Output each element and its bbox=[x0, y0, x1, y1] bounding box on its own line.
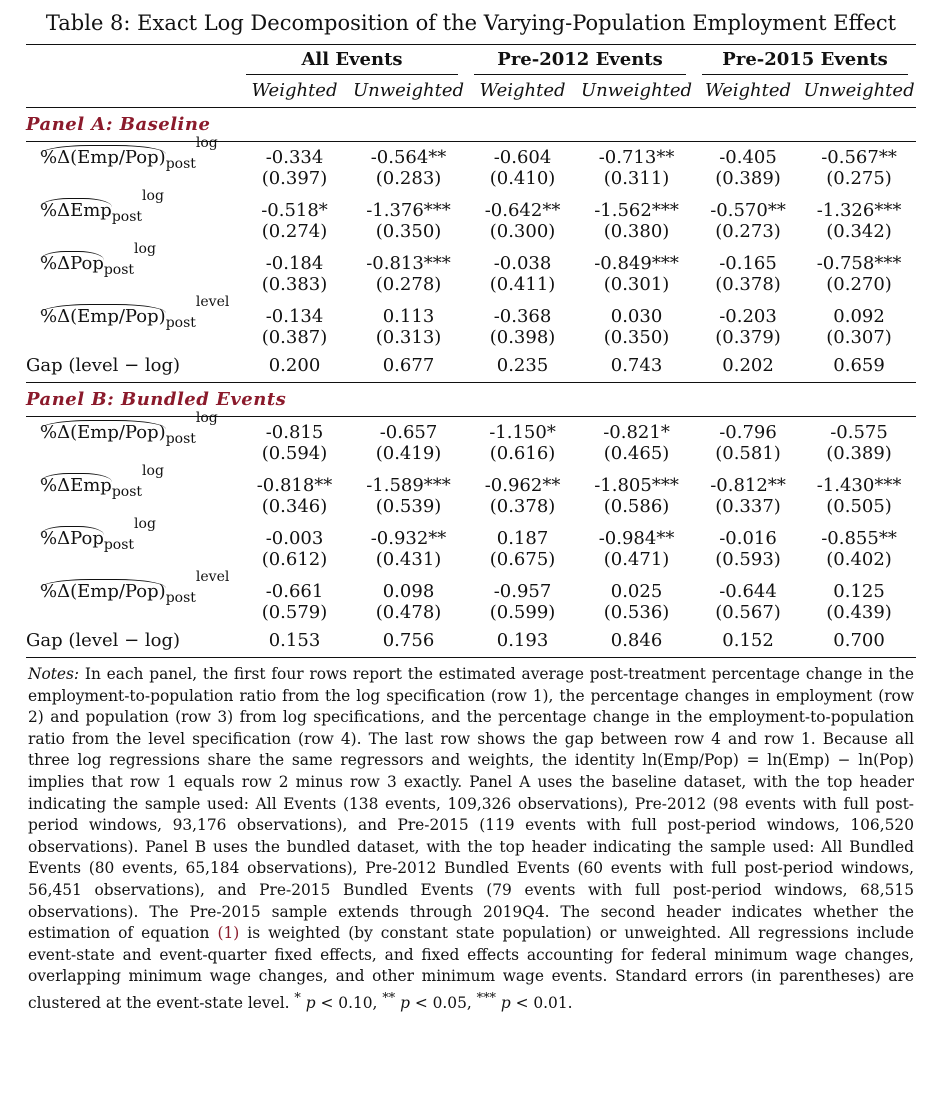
coef-cell: -0.855** bbox=[821, 528, 897, 549]
coef-cell: -0.368 bbox=[493, 306, 552, 327]
coef-row bbox=[26, 522, 916, 549]
row-label: $\%\Delta(Emp/Pop)_{post}$ level bbox=[40, 294, 230, 331]
gap-cell: 0.846 bbox=[610, 629, 663, 651]
gap-cell: 0.202 bbox=[722, 354, 774, 376]
se-cell: (0.278) bbox=[375, 274, 442, 295]
equation-reference[interactable]: (1) bbox=[217, 924, 240, 943]
se-cell: (0.675) bbox=[489, 549, 556, 570]
se-cell: (0.300) bbox=[489, 221, 556, 242]
se-cell: (0.478) bbox=[375, 602, 442, 623]
coef-row bbox=[26, 247, 916, 274]
se-cell: (0.342) bbox=[826, 221, 892, 242]
coef-cell: 0.025 bbox=[610, 581, 663, 602]
se-cell: (0.275) bbox=[826, 168, 892, 189]
coef-cell: -0.016 bbox=[719, 528, 777, 549]
se-cell: (0.273) bbox=[715, 221, 781, 242]
subheader: Weighted bbox=[705, 80, 792, 102]
coef-cell: -0.567** bbox=[821, 147, 897, 168]
se-cell: (0.313) bbox=[375, 327, 442, 348]
se-cell: (0.337) bbox=[715, 496, 781, 517]
coef-cell: -0.815 bbox=[265, 422, 324, 443]
se-cell: (0.419) bbox=[375, 443, 442, 464]
table-notes bbox=[26, 658, 916, 1015]
panel-title-row bbox=[26, 382, 916, 416]
se-cell: (0.431) bbox=[375, 549, 442, 570]
gap-cell: 0.677 bbox=[382, 354, 435, 376]
se-cell: (0.471) bbox=[603, 549, 670, 570]
coef-cell: -1.805*** bbox=[594, 475, 679, 496]
coef-cell: -0.038 bbox=[493, 253, 552, 274]
coef-cell: -1.562*** bbox=[594, 200, 679, 221]
se-cell: (0.350) bbox=[603, 327, 670, 348]
coef-cell: -0.957 bbox=[493, 581, 552, 602]
se-row bbox=[26, 221, 916, 247]
coef-cell: -0.575 bbox=[830, 422, 888, 443]
se-cell: (0.379) bbox=[715, 327, 781, 348]
coef-cell: -0.796 bbox=[719, 422, 777, 443]
coef-row bbox=[26, 300, 916, 327]
gap-cell: 0.743 bbox=[610, 354, 663, 376]
group-header: Pre-2012 Events bbox=[474, 49, 686, 75]
se-cell: (0.594) bbox=[261, 443, 328, 464]
panel-title: Panel A: Baseline bbox=[26, 107, 916, 141]
coef-cell: -1.326*** bbox=[816, 200, 902, 221]
coef-cell: -0.758*** bbox=[816, 253, 902, 274]
coef-cell: -1.589*** bbox=[366, 475, 451, 496]
gap-row bbox=[26, 353, 916, 377]
coef-cell: -0.564** bbox=[370, 147, 447, 168]
se-cell: (0.389) bbox=[715, 168, 781, 189]
coef-cell: -0.962** bbox=[484, 475, 561, 496]
coef-cell: 0.030 bbox=[610, 306, 663, 327]
subheader: Unweighted bbox=[352, 80, 465, 102]
coef-cell: -0.642** bbox=[484, 200, 561, 221]
gap-cell: 0.235 bbox=[496, 354, 549, 376]
row-label: $\%\Delta(Emp/Pop)_{post}$ log bbox=[40, 410, 218, 447]
se-cell: (0.389) bbox=[826, 443, 892, 464]
se-cell: (0.465) bbox=[603, 443, 670, 464]
gap-cell: 0.756 bbox=[382, 629, 435, 651]
coef-cell: -0.165 bbox=[719, 253, 777, 274]
coef-cell: -0.657 bbox=[379, 422, 438, 443]
se-cell: (0.593) bbox=[715, 549, 781, 570]
coef-cell: -0.713** bbox=[598, 147, 675, 168]
se-cell: (0.581) bbox=[715, 443, 781, 464]
group-header: Pre-2015 Events bbox=[702, 49, 908, 75]
se-cell: (0.307) bbox=[826, 327, 892, 348]
notes-text: In each panel, the first four rows report the estimated average post-treatment percentage change in the employment-to-population ratio from the log specification (row 1), the percentage changes in employment (row 2) and population (row 3) from log specifications, and the percentage change in the employment-to-population ratio from the level specification (row 4). The last row shows the gap between row 4 and row 1. Because all three log regressions share the same regressors and weights, the identity ln(Emp/Pop) = ln(Emp) − ln(Pop) implies that row 1 equals row 2 minus row 3 exactly. Panel A uses the baseline dataset, with the top header indicating the sample used: All Events (138 events, 109,326 observations), Pre-2012 (98 events with full post-period windows, 93,176 observations), and Pre-2015 (119 events with full post-period windows, 106,520 observations). Panel B uses the bundled dataset, with the top header indicating the sample used: All Bundled Events (80 events, 65,184 observations), Pre-2012 Bundled Events (60 events with full post-period windows, 56,451 observations), and Pre-2015 Bundled Events (79 events with full post-period windows, 68,515 observations). The Pre-2015 sample extends through 2019Q4. The second header indicates whether the estimation of equation bbox=[28, 665, 914, 943]
coef-cell: -0.570** bbox=[710, 200, 786, 221]
panel-title-row bbox=[26, 107, 916, 141]
se-cell: (0.439) bbox=[826, 602, 892, 623]
se-row bbox=[26, 549, 916, 575]
coef-cell: -0.184 bbox=[265, 253, 324, 274]
subheader: Unweighted bbox=[803, 80, 915, 102]
coef-cell: -0.661 bbox=[265, 581, 324, 602]
coef-cell: -0.932** bbox=[370, 528, 447, 549]
coef-cell: 0.113 bbox=[382, 306, 435, 327]
se-cell: (0.567) bbox=[715, 602, 781, 623]
se-cell: (0.505) bbox=[826, 496, 892, 517]
coef-cell: -0.813*** bbox=[366, 253, 451, 274]
coef-cell: 0.187 bbox=[496, 528, 549, 549]
subheader-row bbox=[26, 75, 916, 107]
row-label: $\%\Delta(Emp/Pop)_{post}$ log bbox=[40, 135, 218, 172]
se-cell: (0.539) bbox=[375, 496, 442, 517]
panels-body bbox=[26, 107, 916, 657]
se-cell: (0.380) bbox=[603, 221, 670, 242]
coef-cell: -0.821* bbox=[603, 422, 670, 443]
row-label: %ΔPop$_{post}$ log bbox=[40, 516, 156, 553]
coef-row bbox=[26, 194, 916, 221]
row-label: $\%\Delta(Emp/Pop)_{post}$ level bbox=[40, 569, 230, 606]
se-cell: (0.387) bbox=[261, 327, 328, 348]
row-label: %ΔEmp$_{post}$ log bbox=[40, 188, 164, 225]
notes-label: Notes: bbox=[28, 665, 80, 683]
se-row bbox=[26, 274, 916, 300]
row-label: %ΔEmp$_{post}$ log bbox=[40, 463, 164, 500]
coef-cell: -0.984** bbox=[598, 528, 675, 549]
gap-label: Gap (level − log) bbox=[26, 354, 181, 376]
subheader: Weighted bbox=[251, 80, 338, 102]
se-cell: (0.270) bbox=[826, 274, 892, 295]
se-cell: (0.410) bbox=[489, 168, 556, 189]
coef-cell: -0.644 bbox=[719, 581, 777, 602]
coef-cell: -0.812** bbox=[710, 475, 786, 496]
coef-cell: -0.334 bbox=[265, 147, 324, 168]
gap-cell: 0.200 bbox=[268, 354, 321, 376]
se-cell: (0.283) bbox=[375, 168, 442, 189]
coef-row bbox=[26, 141, 916, 168]
se-cell: (0.350) bbox=[375, 221, 442, 242]
subheader: Unweighted bbox=[580, 80, 693, 102]
coef-cell: -0.134 bbox=[265, 306, 324, 327]
se-row bbox=[26, 496, 916, 522]
se-row bbox=[26, 327, 916, 353]
se-cell: (0.378) bbox=[489, 496, 556, 517]
se-cell: (0.301) bbox=[603, 274, 670, 295]
coef-row bbox=[26, 469, 916, 496]
group-header: All Events bbox=[246, 49, 458, 75]
coef-cell: -0.003 bbox=[265, 528, 324, 549]
significance-legend: * p < 0.10, ** p < 0.05, *** p < 0.01. bbox=[294, 990, 573, 1013]
coef-cell: -1.430*** bbox=[816, 475, 902, 496]
group-header-row bbox=[26, 45, 916, 75]
coef-cell: -0.518* bbox=[261, 200, 328, 221]
se-cell: (0.346) bbox=[261, 496, 328, 517]
se-cell: (0.411) bbox=[489, 274, 556, 295]
coef-cell: 0.098 bbox=[382, 581, 435, 602]
coef-cell: 0.092 bbox=[833, 306, 885, 327]
coef-cell: -0.849*** bbox=[594, 253, 679, 274]
gap-cell: 0.659 bbox=[833, 354, 885, 376]
subheader: Weighted bbox=[479, 80, 566, 102]
coef-cell: -0.405 bbox=[719, 147, 777, 168]
se-cell: (0.274) bbox=[261, 221, 328, 242]
se-cell: (0.586) bbox=[603, 496, 670, 517]
gap-cell: 0.153 bbox=[268, 629, 321, 651]
gap-cell: 0.700 bbox=[833, 629, 885, 651]
coef-cell: -0.203 bbox=[719, 306, 777, 327]
gap-label: Gap (level − log) bbox=[26, 629, 181, 651]
row-label: %ΔPop$_{post}$ log bbox=[40, 241, 156, 278]
coef-cell: -1.376*** bbox=[366, 200, 451, 221]
coef-row bbox=[26, 416, 916, 443]
panel-title: Panel B: Bundled Events bbox=[26, 382, 916, 416]
gap-cell: 0.152 bbox=[722, 629, 774, 651]
se-cell: (0.402) bbox=[826, 549, 892, 570]
results-table bbox=[26, 45, 916, 657]
se-row bbox=[26, 602, 916, 628]
se-cell: (0.536) bbox=[603, 602, 670, 623]
notes-text: is weighted (by constant state population) or unweighted. All regressions include event-state and event-quarter fixed effects, and fixed effects accounting for federal minimum wage changes, overlapping minimum wage changes, and other minimum wage events. Standard errors (in parentheses) are clustered at the event-state level. bbox=[28, 924, 914, 1013]
se-cell: (0.397) bbox=[261, 168, 328, 189]
se-cell: (0.599) bbox=[489, 602, 556, 623]
coef-cell: -0.604 bbox=[493, 147, 552, 168]
se-cell: (0.311) bbox=[603, 168, 670, 189]
se-cell: (0.616) bbox=[489, 443, 556, 464]
se-cell: (0.398) bbox=[489, 327, 556, 348]
table-caption: Table 8: Exact Log Decomposition of the Varying-Population Employment Effect bbox=[45, 11, 897, 35]
coef-row bbox=[26, 575, 916, 602]
coef-cell: 0.125 bbox=[833, 581, 885, 602]
gap-cell: 0.193 bbox=[496, 629, 549, 651]
se-cell: (0.612) bbox=[261, 549, 328, 570]
gap-row bbox=[26, 628, 916, 652]
se-cell: (0.383) bbox=[261, 274, 328, 295]
coef-cell: -0.818** bbox=[256, 475, 333, 496]
se-cell: (0.378) bbox=[715, 274, 781, 295]
coef-cell: -1.150* bbox=[489, 422, 556, 443]
se-cell: (0.579) bbox=[261, 602, 328, 623]
